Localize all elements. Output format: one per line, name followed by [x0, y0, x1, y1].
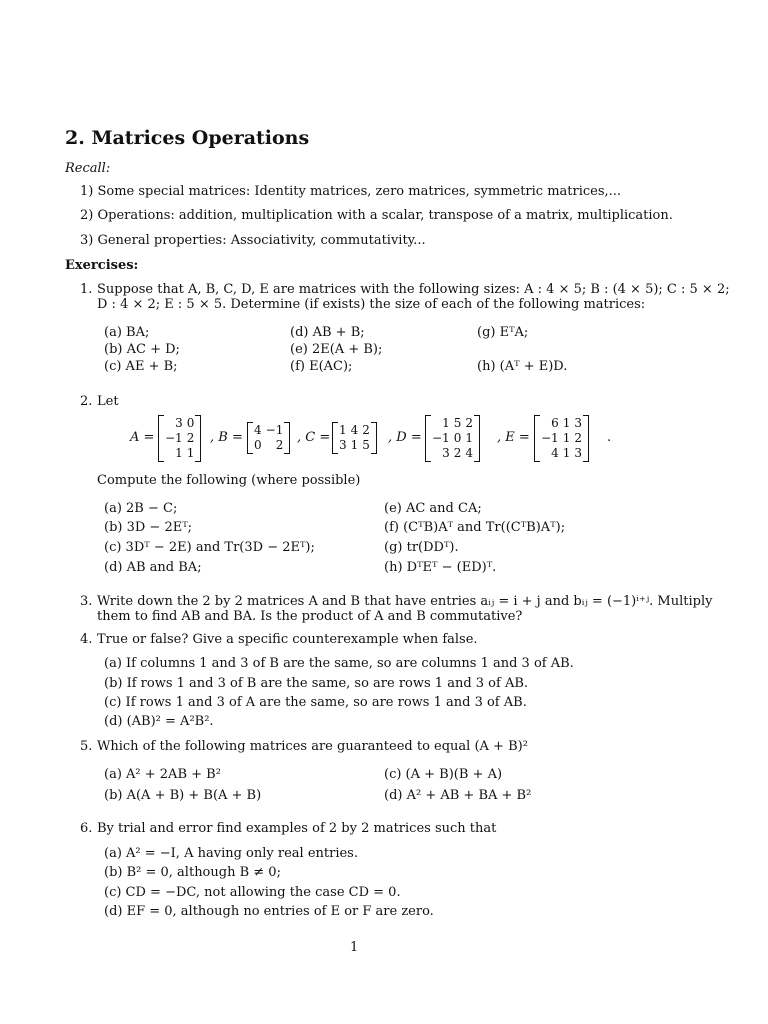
- recall-item: 1) Some special matrices: Identity matrices, zero matrices, symmetric matrices,...: [80, 184, 622, 199]
- matrix-E-cell: 1: [562, 416, 571, 430]
- matrix-E-label: , E =: [497, 430, 530, 445]
- ex2-item: (a) 2B − C;: [104, 501, 178, 516]
- ex1-item: (a) BA;: [104, 325, 150, 340]
- matrix-C-cell: 2: [362, 423, 370, 437]
- ex4-item: (a) If columns 1 and 3 of B are the same, so are columns 1 and 3 of AB.: [104, 656, 574, 671]
- ex5-item: (c) (A + B)(B + A): [384, 767, 503, 782]
- exercises-label: Exercises:: [65, 258, 139, 273]
- matrix-E-cell: −1: [541, 431, 559, 445]
- matrix-D-cell: 1: [465, 431, 473, 445]
- matrix-A-cell: 2: [186, 431, 195, 445]
- matrix-E-cell: 4: [551, 446, 559, 460]
- ex3-line2: them to find AB and BA. Is the product of A and B commutative?: [97, 609, 523, 624]
- matrix-C-cell: 1: [339, 423, 347, 437]
- ex5-text: Which of the following matrices are guaranteed to equal (A + B)²: [97, 739, 528, 754]
- matrix-E-cell: 1: [562, 431, 571, 445]
- matrix-C-cell: 1: [350, 438, 359, 452]
- page-number: 1: [350, 940, 359, 955]
- matrix-C-cell: 4: [350, 423, 359, 437]
- ex1-line1: Suppose that A, B, C, D, E are matrices with the following sizes: A : 4 × 5; B : (4 × 5); C : 5 × 2;: [97, 282, 730, 297]
- matrix-D-cell: 0: [453, 431, 462, 445]
- matrix-B-cell: −1: [265, 423, 284, 437]
- ex2-item: (e) AC and CA;: [384, 501, 482, 516]
- ex6-item: (a) A² = −I, A having only real entries.: [104, 846, 358, 861]
- ex6-item: (c) CD = −DC, not allowing the case CD = 0.: [104, 885, 401, 900]
- ex6-item: (d) EF = 0, although no entries of E or F are zero.: [104, 904, 434, 919]
- matrix-B: [247, 422, 290, 454]
- matrix-D: [425, 415, 480, 462]
- ex4-item: (d) (AB)² = A²B².: [104, 714, 214, 729]
- ex1-line2: D : 4 × 2; E : 5 × 5. Determine (if exists) the size of each of the following matrices:: [97, 297, 646, 312]
- recall-item: 3) General properties: Associativity, commutativity...: [80, 233, 426, 248]
- ex2-item: (d) AB and BA;: [104, 560, 202, 575]
- ex6-number: 6.: [80, 821, 93, 836]
- matrix-A-cell: 1: [175, 446, 183, 460]
- matrix-B-label: , B =: [210, 430, 243, 445]
- recall-label: Recall:: [65, 161, 111, 176]
- matrix-C: [332, 422, 377, 454]
- ex1-item: (d) AB + B;: [290, 325, 365, 340]
- matrix-D-cell: 1: [442, 416, 450, 430]
- ex2-compute: Compute the following (where possible): [97, 473, 361, 488]
- ex5-item: (b) A(A + B) + B(A + B): [104, 788, 262, 803]
- ex5-item: (a) A² + 2AB + B²: [104, 767, 221, 782]
- ex4-item: (c) If rows 1 and 3 of A are the same, so are rows 1 and 3 of AB.: [104, 695, 527, 710]
- matrix-D-cell: 5: [453, 416, 462, 430]
- matrix-E-cell: 1: [562, 446, 571, 460]
- matrix-C-label: , C =: [297, 430, 331, 445]
- matrix-D-cell: 2: [465, 416, 473, 430]
- matrix-A-cell: 1: [186, 446, 195, 460]
- ex6-item: (b) B² = 0, although B ≠ 0;: [104, 865, 281, 880]
- ex4-item: (b) If rows 1 and 3 of B are the same, so are rows 1 and 3 of AB.: [104, 676, 529, 691]
- ex4-text: True or false? Give a specific counterexample when false.: [97, 632, 478, 647]
- matrix-D-label: , D =: [388, 430, 422, 445]
- matrix-C-cell: 5: [362, 438, 370, 452]
- page-title: 2. Matrices Operations: [65, 127, 310, 149]
- ex1-item: (h) (Aᵀ + E)D.: [477, 359, 568, 374]
- ex1-item: (f) E(AC);: [290, 359, 353, 374]
- ex2-item: (b) 3D − 2Eᵀ;: [104, 520, 193, 535]
- ex2-number: 2.: [80, 394, 93, 409]
- matrix-E: [534, 415, 589, 462]
- ex1-item: (g) EᵀA;: [477, 325, 529, 340]
- ex2-let: Let: [97, 394, 119, 409]
- matrix-A-label: A =: [130, 430, 155, 445]
- matrix-B-cell: 4: [254, 423, 262, 437]
- matrix-C-cell: 3: [339, 438, 347, 452]
- ex5-number: 5.: [80, 739, 93, 754]
- ex1-item: (c) AE + B;: [104, 359, 178, 374]
- ex3-line1: Write down the 2 by 2 matrices A and B that have entries aᵢⱼ = i + j and bᵢⱼ = (−1)ⁱ⁺ʲ. Multiply: [97, 594, 713, 609]
- ex1-item: (e) 2E(A + B);: [290, 342, 383, 357]
- matrix-E-cell: 2: [574, 431, 582, 445]
- ex2-item: (f) (CᵀB)Aᵀ and Tr((CᵀB)Aᵀ);: [384, 520, 566, 535]
- ex2-item: (h) DᵀEᵀ − (ED)ᵀ.: [384, 560, 497, 575]
- matrix-A-cell: 0: [186, 416, 195, 430]
- recall-item: 2) Operations: addition, multiplication with a scalar, transpose of a matrix, multiplication.: [80, 208, 673, 223]
- matrix-D-cell: 4: [465, 446, 473, 460]
- matrix-D-cell: −1: [432, 431, 450, 445]
- ex2-item: (c) 3Dᵀ − 2E) and Tr(3D − 2Eᵀ);: [104, 540, 315, 555]
- matrix-B-cell: 2: [275, 438, 284, 452]
- ex1-number: 1.: [80, 282, 93, 297]
- matrix-D-cell: 3: [442, 446, 450, 460]
- matrix-E-cell: 3: [574, 446, 582, 460]
- matrix-A-cell: 3: [175, 416, 183, 430]
- matrix-A-cell: −1: [165, 431, 183, 445]
- matrix-A: [158, 415, 201, 462]
- ex5-item: (d) A² + AB + BA + B²: [384, 788, 532, 803]
- matrix-period: .: [607, 430, 612, 445]
- ex6-text: By trial and error find examples of 2 by 2 matrices such that: [97, 821, 497, 836]
- matrix-E-cell: 3: [574, 416, 582, 430]
- ex2-item: (g) tr(DDᵀ).: [384, 540, 459, 555]
- matrix-B-cell: 0: [254, 438, 262, 452]
- matrix-D-cell: 2: [453, 446, 462, 460]
- ex1-item: (b) AC + D;: [104, 342, 180, 357]
- ex4-number: 4.: [80, 632, 93, 647]
- ex3-number: 3.: [80, 594, 93, 609]
- matrix-E-cell: 6: [551, 416, 559, 430]
